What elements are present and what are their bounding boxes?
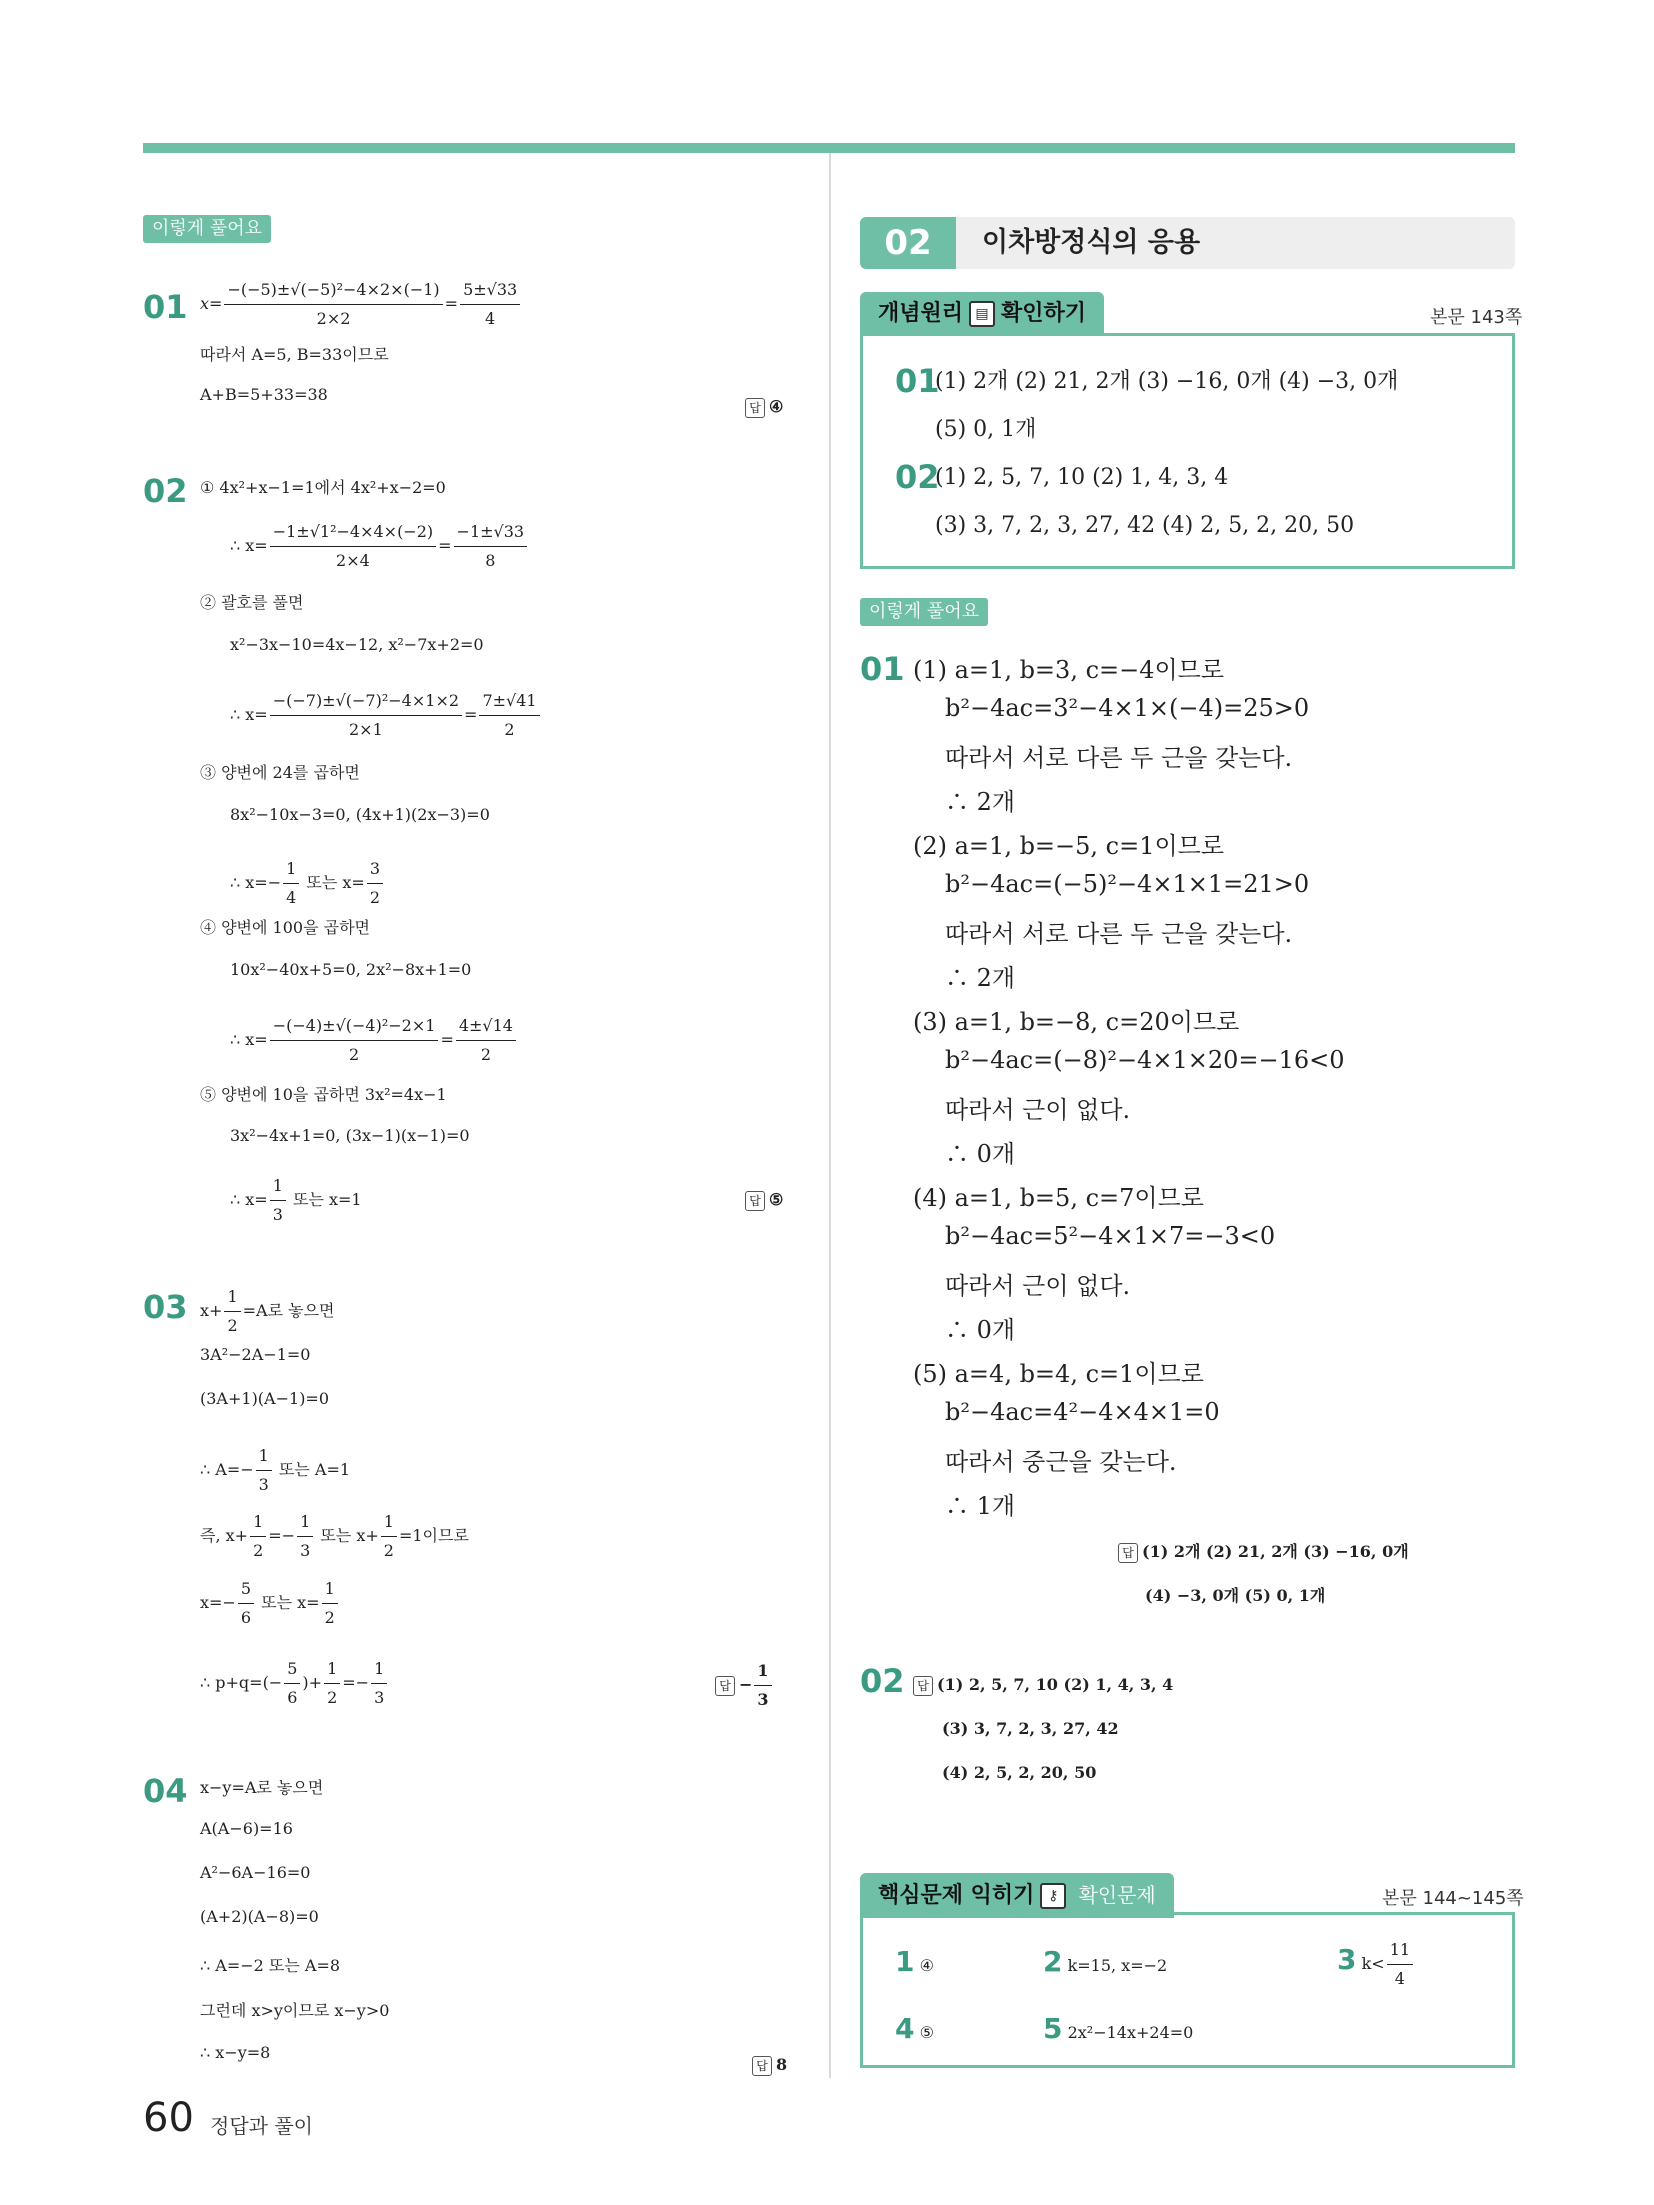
answer-line: (1) 2개 (2) 21, 2개 (3) −16, 0개 (4) −3, 0개 bbox=[935, 369, 1399, 394]
text-line: ① 4x²+x−1=1에서 4x²+x−2=0 bbox=[200, 478, 446, 497]
text-line: x−y=A로 놓으면 bbox=[200, 1778, 324, 1797]
text-line: A(A−6)=16 bbox=[200, 1819, 293, 1838]
text-line: x²−3x−10=4x−12, x²−7x+2=0 bbox=[230, 635, 484, 654]
page-reference: 본문 143쪽 bbox=[1430, 307, 1523, 328]
answer-mark-icon: 답 bbox=[715, 1676, 735, 1696]
fraction: $\frac{5}{6}$ bbox=[284, 1655, 300, 1712]
equation: x=− $\frac{5}{6}$ 또는 x= $\frac{1}{2}$ bbox=[200, 1575, 340, 1632]
solution-line: ∴ 2개 bbox=[945, 788, 1016, 816]
fraction: $\frac{1}{3}$ bbox=[754, 1657, 771, 1714]
solution-line: 따라서 서로 다른 두 근을 갖는다. bbox=[945, 744, 1293, 772]
solution-line: ∴ 1개 bbox=[945, 1492, 1016, 1520]
page-label: 정답과 풀이 bbox=[210, 2114, 313, 2138]
fraction: $\frac{-1\pm√33}{8}$ bbox=[454, 518, 528, 575]
equation: ∴ A=− $\frac{1}{3}$ 또는 A=1 bbox=[200, 1442, 350, 1499]
solution-line: ∴ 0개 bbox=[945, 1140, 1016, 1168]
answer-mark-icon: 답 bbox=[1118, 1543, 1138, 1563]
fraction: $\frac{\text{−(−4)±√(−4)²−2×1}}{2}$ bbox=[270, 1012, 439, 1069]
solution-line: b²−4ac=3²−4×1×(−4)=25>0 bbox=[945, 694, 1310, 722]
equation: ∴ x=− $\frac{1}{4}$ 또는 x= $\frac{3}{2}$ bbox=[230, 855, 385, 912]
answer: 답 ④ bbox=[745, 385, 783, 429]
core-item: 5 2x²−14x+24=0 bbox=[1043, 2012, 1194, 2045]
solution-line: (1) a=1, b=3, c=−4이므로 bbox=[913, 656, 1225, 684]
fraction: $\frac{1}{3}$ bbox=[371, 1655, 387, 1712]
fraction: $\frac{1}{2}$ bbox=[250, 1508, 266, 1565]
fraction: $\frac{1}{3}$ bbox=[297, 1508, 313, 1565]
solution-tag: 이렇게 풀어요 bbox=[860, 598, 988, 626]
key-icon: ⚷ bbox=[1040, 1883, 1066, 1909]
answer: 답 ⑤ bbox=[745, 1178, 783, 1222]
solution-tag: 이렇게 풀어요 bbox=[143, 215, 271, 243]
fraction: $\frac{1}{2}$ bbox=[224, 1283, 240, 1340]
core-item: 3 k< $\frac{11}{4}$ bbox=[1337, 1936, 1415, 1993]
equation: ∴ x= $\frac{1}{3}$ 또는 x=1 bbox=[230, 1172, 362, 1229]
answer-mark-icon: 답 bbox=[745, 1191, 765, 1211]
page-reference: 본문 144~145쪽 bbox=[1382, 1888, 1524, 1909]
answer: (4) 2, 5, 2, 20, 50 bbox=[942, 1763, 1097, 1782]
core-item: 4 ⑤ bbox=[895, 2012, 934, 2045]
solution-line: b²−4ac=(−5)²−4×1×1=21>0 bbox=[945, 870, 1310, 898]
text-line: A+B=5+33=38 bbox=[200, 385, 328, 404]
concept-box-tab: 개념원리 ▤ 확인하기 bbox=[860, 292, 1104, 336]
answer-mark-icon: 답 bbox=[913, 1676, 933, 1696]
problem-number: 01 bbox=[860, 650, 905, 688]
answer: 답 − $\frac{1}{3}$ bbox=[715, 1657, 774, 1714]
answer-line: (5) 0, 1개 bbox=[935, 417, 1037, 442]
fraction: $\frac{1}{3}$ bbox=[270, 1172, 286, 1229]
page-number: 60 bbox=[143, 2095, 194, 2141]
problem-number: 02 bbox=[860, 1662, 905, 1700]
fraction: $\frac{7\pm√41}{2}$ bbox=[479, 687, 539, 744]
text-line: ③ 양변에 24를 곱하면 bbox=[200, 763, 360, 782]
fraction: $\frac{1}{4}$ bbox=[283, 855, 299, 912]
solution-line: ∴ 0개 bbox=[945, 1316, 1016, 1344]
problem-number: 01 bbox=[143, 288, 188, 326]
text-line: (3A+1)(A−1)=0 bbox=[200, 1389, 330, 1408]
equation: x= $\frac{\text{−(−5)±√(−5)²−4×2×(−1)}}{2\times 2}$ = $\frac{5\pm√33}{4}$ bbox=[200, 276, 522, 333]
answer: 답 (1) 2개 (2) 21, 2개 (3) −16, 0개 bbox=[1118, 1530, 1409, 1574]
answer: 답 8 bbox=[752, 2043, 787, 2087]
equation: ∴ x= $\frac{\text{−1±√1²−4×4×(−2)}}{2\times 4}$ = $\frac{-1\pm√33}{8}$ bbox=[230, 518, 529, 575]
core-item: 2 k=15, x=−2 bbox=[1043, 1945, 1168, 1978]
solution-line: b²−4ac=(−8)²−4×1×20=−16<0 bbox=[945, 1046, 1345, 1074]
solution-line: (4) a=1, b=5, c=7이므로 bbox=[913, 1184, 1204, 1212]
text-line: 따라서 A=5, B=33이므로 bbox=[200, 345, 389, 364]
solution-line: b²−4ac=4²−4×4×1=0 bbox=[945, 1398, 1220, 1426]
text-line: ② 괄호를 풀면 bbox=[200, 593, 304, 612]
problem-number: 02 bbox=[143, 472, 188, 510]
answer-line: (1) 2, 5, 7, 10 (2) 1, 4, 3, 4 bbox=[935, 465, 1229, 490]
fraction: $\frac{1}{2}$ bbox=[324, 1655, 340, 1712]
problem-number: 04 bbox=[143, 1772, 188, 1810]
fraction: $\frac{5}{6}$ bbox=[238, 1575, 254, 1632]
solution-line: ∴ 2개 bbox=[945, 964, 1016, 992]
fraction: $\frac{\text{−(−7)±√(−7)²−4×1×2}}{2\times 1}$ bbox=[270, 687, 462, 744]
text-line: 3x²−4x+1=0, (3x−1)(x−1)=0 bbox=[230, 1126, 470, 1145]
answer: (3) 3, 7, 2, 3, 27, 42 bbox=[942, 1719, 1119, 1738]
answer: 답 (1) 2, 5, 7, 10 (2) 1, 4, 3, 4 bbox=[913, 1663, 1173, 1707]
equation: ∴ p+q=(− $\frac{5}{6}$ )+ $\frac{1}{2}$ =− $\frac{1}{3}$ bbox=[200, 1655, 389, 1712]
solution-line: (3) a=1, b=−8, c=20이므로 bbox=[913, 1008, 1240, 1036]
equation: x+ $\frac{1}{2}$ =A로 놓으면 bbox=[200, 1283, 335, 1340]
solution-line: (5) a=4, b=4, c=1이므로 bbox=[913, 1360, 1204, 1388]
equation: 즉, x+ $\frac{1}{2}$ =− $\frac{1}{3}$ 또는 x+ $\frac{1}{2}$ =1이므로 bbox=[200, 1508, 469, 1565]
section-number: 02 bbox=[860, 217, 956, 269]
solution-line: 따라서 서로 다른 두 근을 갖는다. bbox=[945, 920, 1293, 948]
text-line: (A+2)(A−8)=0 bbox=[200, 1907, 319, 1926]
answer-mark-icon: 답 bbox=[745, 398, 765, 418]
solution-line: 따라서 근이 없다. bbox=[945, 1096, 1131, 1124]
fraction: $\frac{1}{2}$ bbox=[381, 1508, 397, 1565]
answer-line: (3) 3, 7, 2, 3, 27, 42 (4) 2, 5, 2, 20, 50 bbox=[935, 513, 1355, 538]
fraction: $\frac{\text{−1±√1²−4×4×(−2)}}{2\times 4}$ bbox=[270, 518, 436, 575]
core-box-tab: 핵심문제 익히기 ⚷ 확인문제 bbox=[860, 1873, 1174, 1918]
text-line: ∴ x−y=8 bbox=[200, 2043, 271, 2062]
equation: ∴ x= $\frac{\text{−(−4)±√(−4)²−2×1}}{2}$ = $\frac{4\pm√14}{2}$ bbox=[230, 1012, 518, 1069]
fraction: $\frac{5\pm√33}{4}$ bbox=[460, 276, 520, 333]
column-divider bbox=[829, 153, 831, 2078]
fraction: $\frac{4\pm√14}{2}$ bbox=[456, 1012, 516, 1069]
fraction: $\frac{1}{2}$ bbox=[322, 1575, 338, 1632]
solution-line: 따라서 근이 없다. bbox=[945, 1272, 1131, 1300]
solution-line: b²−4ac=5²−4×1×7=−3<0 bbox=[945, 1222, 1276, 1250]
solution-line: 따라서 중근을 갖는다. bbox=[945, 1448, 1177, 1476]
fraction: $\frac{\text{−(−5)±√(−5)²−4×2×(−1)}}{2\times 2}$ bbox=[224, 276, 442, 333]
fraction: $\frac{1}{3}$ bbox=[256, 1442, 272, 1499]
problem-number: 03 bbox=[143, 1288, 188, 1326]
problem-number: 02 bbox=[895, 458, 940, 496]
text-line: 3A²−2A−1=0 bbox=[200, 1345, 311, 1364]
top-accent-bar bbox=[143, 143, 1515, 153]
section-title: 이차방정식의 응용 bbox=[982, 227, 1201, 258]
problem-number: 01 bbox=[895, 362, 940, 400]
fraction: $\frac{3}{2}$ bbox=[367, 855, 383, 912]
equation: ∴ x= $\frac{\text{−(−7)±√(−7)²−4×1×2}}{2\times 1}$ = $\frac{7\pm√41}{2}$ bbox=[230, 687, 542, 744]
solution-line: (2) a=1, b=−5, c=1이므로 bbox=[913, 832, 1225, 860]
text-line: 그런데 x>y이므로 x−y>0 bbox=[200, 2001, 390, 2020]
text-line: ⑤ 양변에 10을 곱하면 3x²=4x−1 bbox=[200, 1085, 447, 1104]
fraction: $\frac{11}{4}$ bbox=[1387, 1936, 1413, 1993]
notebook-icon: ▤ bbox=[969, 301, 995, 327]
text-line: 10x²−40x+5=0, 2x²−8x+1=0 bbox=[230, 960, 472, 979]
text-line: ④ 양변에 100을 곱하면 bbox=[200, 918, 370, 937]
text-line: 8x²−10x−3=0, (4x+1)(2x−3)=0 bbox=[230, 805, 490, 824]
text-line: A²−6A−16=0 bbox=[200, 1863, 311, 1882]
text-line: ∴ A=−2 또는 A=8 bbox=[200, 1956, 341, 1975]
lhs: x= bbox=[200, 294, 223, 313]
answer: (4) −3, 0개 (5) 0, 1개 bbox=[1145, 1586, 1326, 1605]
core-item: 1 ④ bbox=[895, 1945, 934, 1978]
answer-mark-icon: 답 bbox=[752, 2056, 772, 2076]
